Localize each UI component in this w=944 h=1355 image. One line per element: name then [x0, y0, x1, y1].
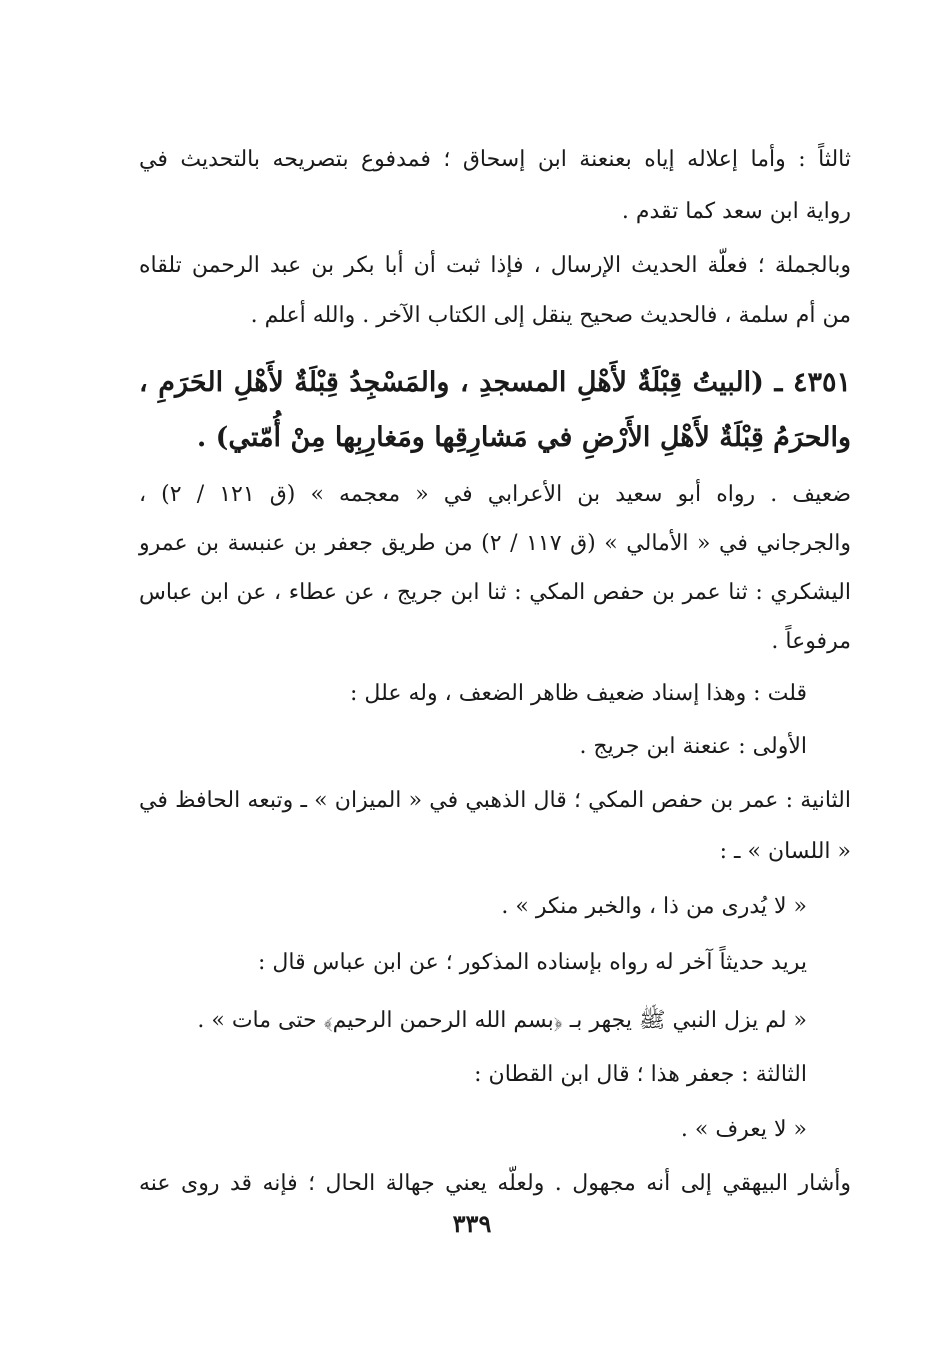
- quote-line: « لا يعرف » .: [680, 1117, 807, 1142]
- text-line: يريد حديثاً آخر له رواه بإسناده المذكور ؛ عن ابن عباس قال :: [258, 950, 807, 975]
- text-line: الأولى : عنعنة ابن جريج .: [579, 734, 807, 759]
- text-line: الثالثة : جعفر هذا ؛ قال ابن القطان :: [474, 1062, 807, 1087]
- text-line: والجرجاني في « الأمالي » (ق ١١٧ / ٢) من طريق جعفر بن عنبسة بن عمرو: [139, 531, 851, 556]
- text-line: اليشكري : ثنا عمر بن حفص المكي : ثنا ابن جريج ، عن عطاء ، عن ابن عباس: [139, 580, 851, 605]
- text-line: ضعيف . رواه أبو سعيد بن الأعرابي في « معجمه » (ق ١٢١ / ٢) ،: [139, 482, 851, 507]
- text-line: ثالثاً : وأما إعلاله إياه بعنعنة ابن إسحاق ؛ فمدفوع بتصريحه بالتحديث في: [139, 147, 851, 172]
- text-line: رواية ابن سعد كما تقدم .: [621, 199, 851, 224]
- hadith-heading-line: ٤٣٥١ ـ (البيتُ قِبْلَةٌ لأَهْلِ المسجدِ ، والمَسْجِدُ قِبْلَةٌ لأَهْلِ الحَرَمِ ،: [139, 367, 851, 398]
- text-line: « اللسان » ـ :: [719, 839, 851, 864]
- quote-line: « لم يزل النبي ﷺ يجهر بـ ﴿بسم الله الرحمن الرحيم﴾ حتى مات » .: [197, 1008, 807, 1033]
- text-line: قلت : وهذا إسناد ضعيف ظاهر الضعف ، وله علل :: [350, 681, 807, 706]
- text-line: الثانية : عمر بن حفص المكي ؛ قال الذهبي في « الميزان » ـ وتبعه الحافظ في: [139, 788, 851, 813]
- quote-line: « لا يُدرى من ذا ، والخبر منكر » .: [501, 894, 807, 919]
- text-line: مرفوعاً .: [771, 629, 851, 654]
- text-line: وأشار البيهقي إلى أنه مجهول . ولعلّه يعني جهالة الحال ؛ فإنه قد روى عنه: [139, 1171, 851, 1196]
- text-line: من أم سلمة ، فالحديث صحيح ينقل إلى الكتاب الآخر . والله أعلم .: [250, 303, 851, 328]
- hadith-heading-line: والحرَمُ قِبْلَةٌ لأَهْلِ الأَرْضِ في مَشارِقِها ومَغارِبِها مِنْ أُمّتي) .: [196, 422, 851, 453]
- text-line: وبالجملة ؛ فعلّة الحديث الإرسال ، فإذا ثبت أن أبا بكر بن عبد الرحمن تلقاه: [139, 253, 851, 278]
- page-number: ٣٣٩: [452, 1209, 492, 1238]
